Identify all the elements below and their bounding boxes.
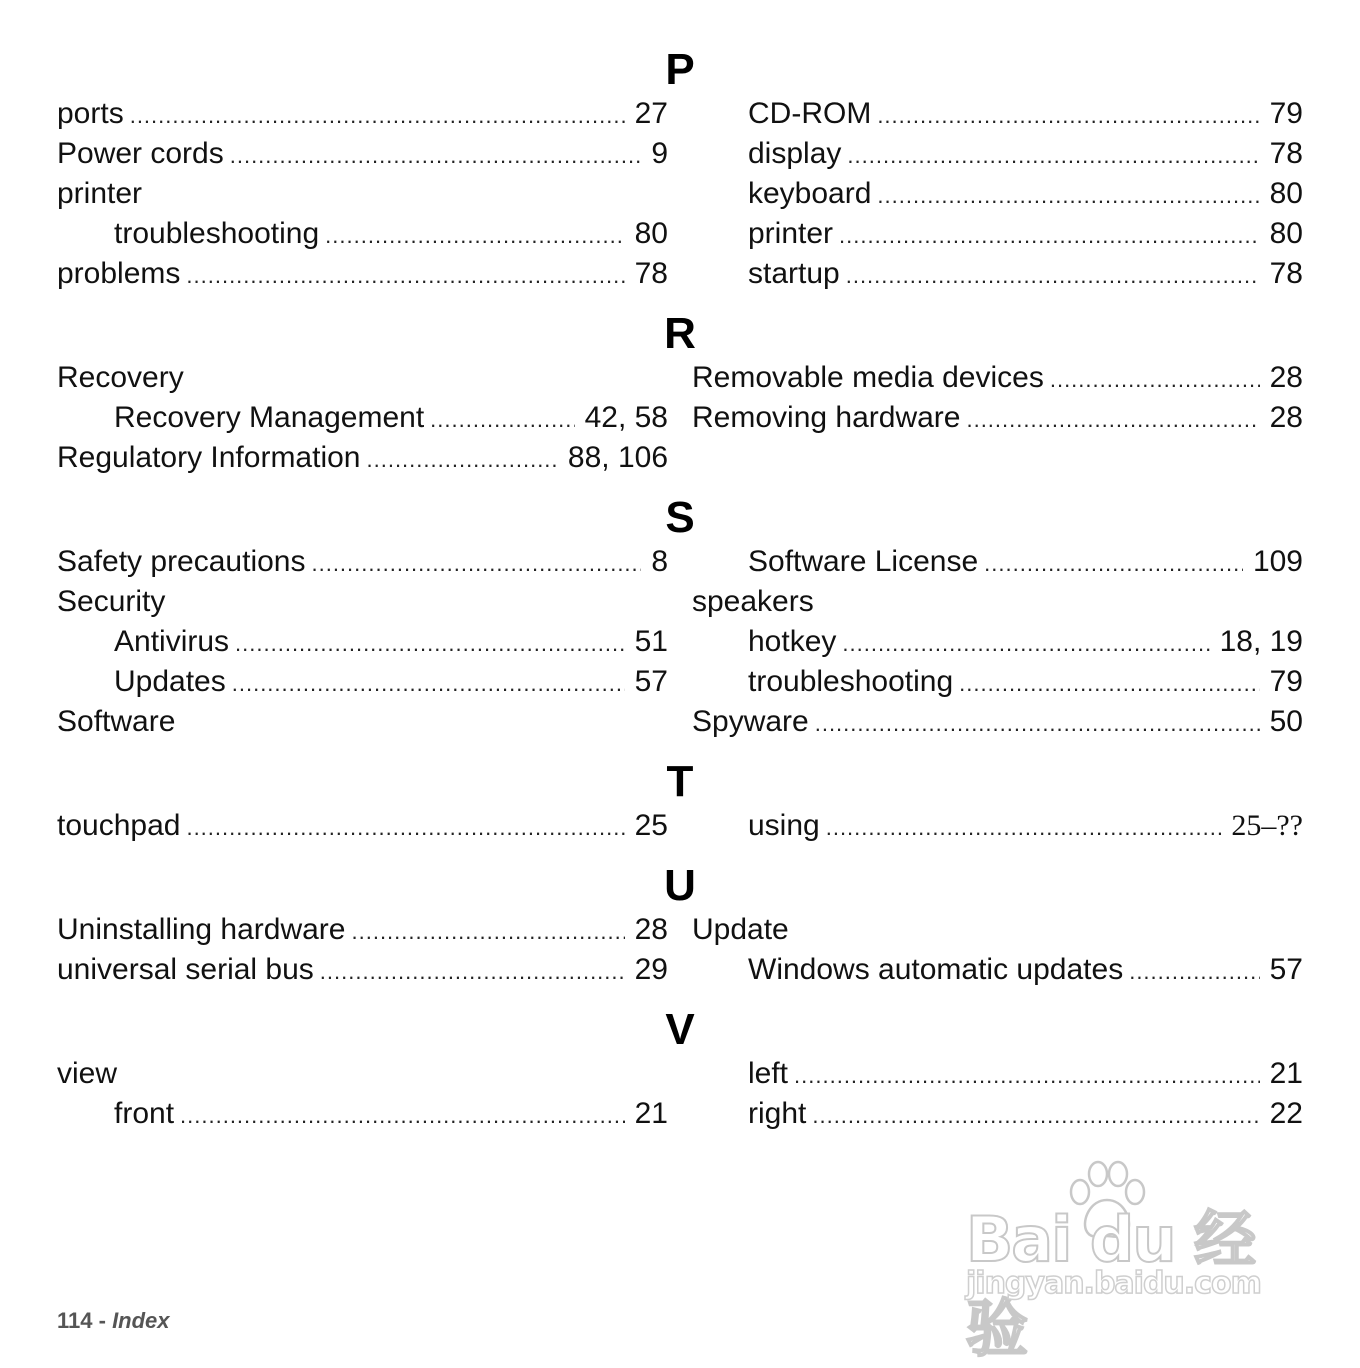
index-entry: [748, 1054, 1303, 1094]
index-term: Power cords: [57, 137, 224, 170]
index-page-ref: 22: [1269, 1097, 1303, 1130]
index-page-ref: 25–??: [1231, 809, 1303, 842]
index-entry: [748, 1094, 1303, 1134]
dot-leader: [367, 440, 558, 478]
index-entry: [692, 358, 1303, 398]
index-page-ref: 29: [634, 953, 668, 986]
index-entry: [57, 358, 668, 398]
index-entry: [57, 910, 668, 950]
dot-leader: [130, 96, 625, 134]
index-page-ref: 80: [1269, 177, 1303, 210]
index-entry: [57, 1054, 668, 1094]
index-entry: [114, 662, 668, 702]
index-page-ref: 28: [1269, 401, 1303, 434]
index-term: Recovery: [57, 361, 184, 394]
index-entry: [748, 662, 1303, 702]
index-term: printer: [57, 177, 143, 210]
section-heading-u: U: [664, 861, 696, 910]
index-term: Antivirus: [114, 625, 230, 658]
index-page-ref: 8: [651, 545, 668, 578]
section-heading-p: P: [665, 45, 695, 94]
index-term: left: [748, 1057, 789, 1090]
watermark: [962, 1158, 1282, 1365]
index-term: Recovery Management: [114, 401, 425, 434]
index-term: front: [114, 1097, 175, 1130]
index-page-ref: 9: [651, 137, 668, 170]
dot-leader: [959, 664, 1259, 702]
dot-leader: [842, 624, 1209, 662]
dot-leader: [984, 544, 1243, 582]
index-term: Software License: [748, 545, 979, 578]
section-heading-t: T: [666, 757, 694, 806]
index-page-ref: 28: [634, 913, 668, 946]
dot-leader: [847, 136, 1259, 174]
index-entry: [748, 254, 1303, 294]
section-heading-v: V: [665, 1005, 695, 1054]
dot-leader: [320, 952, 625, 990]
index-entry: [748, 542, 1303, 582]
dot-leader: [325, 216, 624, 254]
footer-separator: -: [92, 1308, 113, 1333]
index-term: right: [748, 1097, 807, 1130]
index-term: hotkey: [748, 625, 837, 658]
dot-leader: [794, 1056, 1260, 1094]
dot-leader: [1050, 360, 1260, 398]
index-term: universal serial bus: [57, 953, 314, 986]
dot-leader: [230, 136, 642, 174]
dot-leader: [839, 216, 1260, 254]
index-term: Update: [692, 913, 789, 946]
index-term: Removable media devices: [692, 361, 1044, 394]
index-page-ref: 109: [1252, 545, 1303, 578]
index-entry: [692, 702, 1303, 742]
index-term: Uninstalling hardware: [57, 913, 346, 946]
dot-leader: [812, 1096, 1259, 1134]
index-entry: [57, 438, 668, 478]
index-term: Windows automatic updates: [748, 953, 1124, 986]
dot-leader: [826, 808, 1222, 846]
dot-leader: [235, 624, 625, 662]
dot-leader: [815, 704, 1260, 742]
index-term: Software: [57, 705, 176, 738]
index-page-ref: 25: [634, 809, 668, 842]
index-page-ref: 78: [634, 257, 668, 290]
footer-section: Index: [112, 1308, 170, 1333]
index-page-ref: 79: [1269, 665, 1303, 698]
index-entry: [57, 806, 668, 846]
index-entry: [114, 622, 668, 662]
index-page-ref: 80: [1269, 217, 1303, 250]
index-entry: [748, 806, 1303, 846]
watermark-url: jingyan.baidu.com: [966, 1266, 1261, 1301]
footer-page-number: 114: [57, 1308, 93, 1333]
index-term: view: [57, 1057, 118, 1090]
index-entry: [57, 582, 668, 622]
index-entry: [114, 398, 668, 438]
index-entry: [114, 214, 668, 254]
index-term: troubleshooting: [748, 665, 954, 698]
dot-leader: [1129, 952, 1259, 990]
dot-leader: [180, 1096, 625, 1134]
index-page-ref: 21: [1269, 1057, 1303, 1090]
index-page-ref: 80: [634, 217, 668, 250]
index-term: troubleshooting: [114, 217, 320, 250]
index-entry: [748, 214, 1303, 254]
index-page-ref: 78: [1269, 257, 1303, 290]
dot-leader: [186, 808, 624, 846]
dot-leader: [430, 400, 574, 438]
index-page-ref: 79: [1269, 97, 1303, 130]
index-entry: [692, 910, 1303, 950]
index-term: Security: [57, 585, 166, 618]
index-term: printer: [748, 217, 834, 250]
index-term: Spyware: [692, 705, 809, 738]
section-heading-s: S: [665, 493, 695, 542]
watermark-brand: Bai du 经验: [966, 1203, 1255, 1365]
index-term: using: [748, 809, 820, 842]
index-entry: [57, 94, 668, 134]
dot-leader: [232, 664, 625, 702]
dot-leader: [186, 256, 624, 294]
index-term: Safety precautions: [57, 545, 306, 578]
index-entry: [57, 702, 668, 742]
dot-leader: [846, 256, 1260, 294]
index-term: touchpad: [57, 809, 181, 842]
index-page-ref: 88, 106: [567, 441, 668, 474]
index-entry: [57, 950, 668, 990]
index-page-ref: 18, 19: [1219, 625, 1303, 658]
dot-leader: [352, 912, 625, 950]
index-page-ref: 27: [634, 97, 668, 130]
index-entry: [748, 174, 1303, 214]
section-heading-r: R: [664, 309, 696, 358]
index-term: keyboard: [748, 177, 872, 210]
index-entry: [748, 134, 1303, 174]
index-entry: [57, 254, 668, 294]
index-term: problems: [57, 257, 181, 290]
index-term: speakers: [692, 585, 814, 618]
index-entry: [114, 1094, 668, 1134]
index-entry: [748, 950, 1303, 990]
dot-leader: [877, 96, 1259, 134]
index-page-ref: 50: [1269, 705, 1303, 738]
dot-leader: [877, 176, 1259, 214]
index-page-ref: 28: [1269, 361, 1303, 394]
index-entry: [748, 622, 1303, 662]
index-term: ports: [57, 97, 124, 130]
dot-leader: [311, 544, 641, 582]
index-term: Removing hardware: [692, 401, 961, 434]
index-page-ref: 57: [634, 665, 668, 698]
index-entry: [57, 134, 668, 174]
index-page-ref: 21: [634, 1097, 668, 1130]
index-entry: [692, 398, 1303, 438]
dot-leader: [966, 400, 1259, 438]
index-entry: [748, 94, 1303, 134]
index-term: display: [748, 137, 842, 170]
index-page-ref: 51: [634, 625, 668, 658]
index-entry: [692, 582, 1303, 622]
index-term: CD-ROM: [748, 97, 872, 130]
index-term: Regulatory Information: [57, 441, 361, 474]
index-page-ref: 57: [1269, 953, 1303, 986]
index-term: Updates: [114, 665, 226, 698]
index-entry: [57, 542, 668, 582]
index-page-ref: 42, 58: [584, 401, 668, 434]
index-entry: [57, 174, 668, 214]
page-footer: [57, 1308, 170, 1334]
index-term: startup: [748, 257, 840, 290]
index-page-ref: 78: [1269, 137, 1303, 170]
